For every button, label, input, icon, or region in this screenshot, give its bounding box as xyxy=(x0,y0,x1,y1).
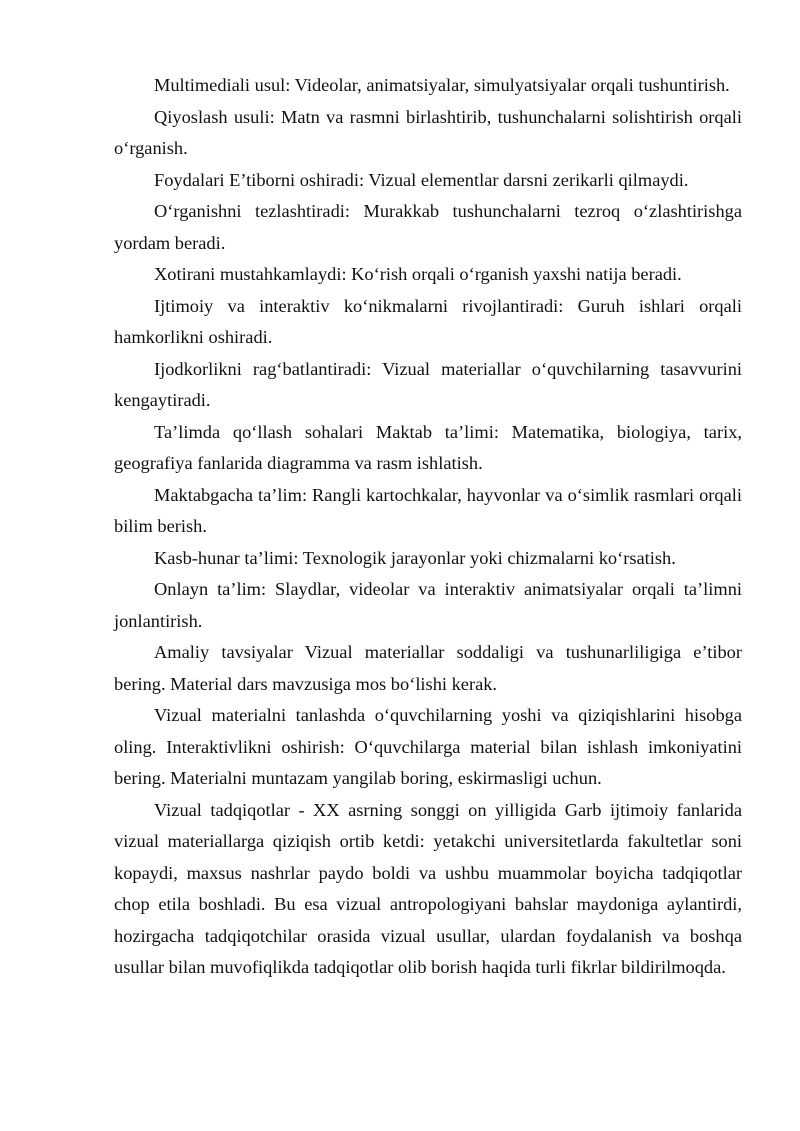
paragraph-school-education: Ta’limda qo‘llash sohalari Maktab ta’limi: Matematika, biologiya, tarix, geografiya fanlarida diagramma va rasm ishlatish. xyxy=(114,421,742,473)
paragraph-material-selection: Vizual materialni tanlashda o‘quvchilarning yoshi va qiziqishlarini hisobga oling. Interaktivlikni oshirish: O‘quvchilarga material bilan ishlash imkoniyatini bering. Materialni muntazam yangilab boring, eskirmasligi uchun. xyxy=(114,705,742,788)
paragraph-social-skills: Ijtimoiy va interaktiv ko‘nikmalarni rivojlantiradi: Guruh ishlari orqali hamkorlikni oshiradi. xyxy=(114,295,742,347)
paragraph-vocational-education: Kasb-hunar ta’limi: Texnologik jarayonlar yoki chizmalarni ko‘rsatish. xyxy=(154,547,676,568)
document-page xyxy=(114,70,742,984)
paragraph-benefits-attention: Foydalari E’tiborni oshiradi: Vizual elementlar darsni zerikarli qilmaydi. xyxy=(154,169,689,190)
paragraph-practical-recommendations: Amaliy tavsiyalar Vizual materiallar soddaligi va tushunarliligiga e’tibor bering. Material dars mavzusiga mos bo‘lishi kerak. xyxy=(114,642,742,694)
paragraph-online-education: Onlayn ta’lim: Slaydlar, videolar va interaktiv animatsiyalar orqali ta’limni jonlantirish. xyxy=(114,579,742,631)
paragraph-multimedia-method: Multimediali usul: Videolar, animatsiyalar, simulyatsiyalar orqali tushuntirish. xyxy=(154,75,730,95)
paragraph-creativity: Ijodkorlikni rag‘batlantiradi: Vizual materiallar o‘quvchilarning tasavvurini kengaytiradi. xyxy=(114,358,742,410)
paragraph-memory: Xotirani mustahkamlaydi: Ko‘rish orqali o‘rganish yaxshi natija beradi. xyxy=(154,264,682,284)
paragraph-faster-learning: O‘rganishni tezlashtiradi: Murakkab tushunchalarni tezroq o‘zlashtirishga yordam beradi. xyxy=(114,201,742,253)
paragraph-comparison-method: Qiyoslash usuli: Matn va rasmni birlashtirib, tushunchalarni solishtirish orqali o‘rganish. xyxy=(114,106,742,158)
paragraph-visual-research: Vizual tadqiqotlar - XX asrning songgi on yilligida Garb ijtimoiy fanlarida vizual materiallarga qiziqish ortib ketdi: yetakchi universitetlarda fakultetlar soni kopaydi, maxsus nashrlar paydo boldi va ushbu muammolar boyicha tadqiqotlar chop etila boshladi. Bu esa vizual antropologiyani bahslar maydoniga aylantirdi, hozirgacha tadqiqotchilar orasida vizual usullar, ulardan foydalanish va boshqa usullar bilan muvofiqlikda tadqiqotlar olib borish haqida turli fikrlar bildirilmoqda. xyxy=(114,799,742,977)
paragraph-preschool-education: Maktabgacha ta’lim: Rangli kartochkalar, hayvonlar va o‘simlik rasmlari orqali bilim berish. xyxy=(114,484,742,536)
